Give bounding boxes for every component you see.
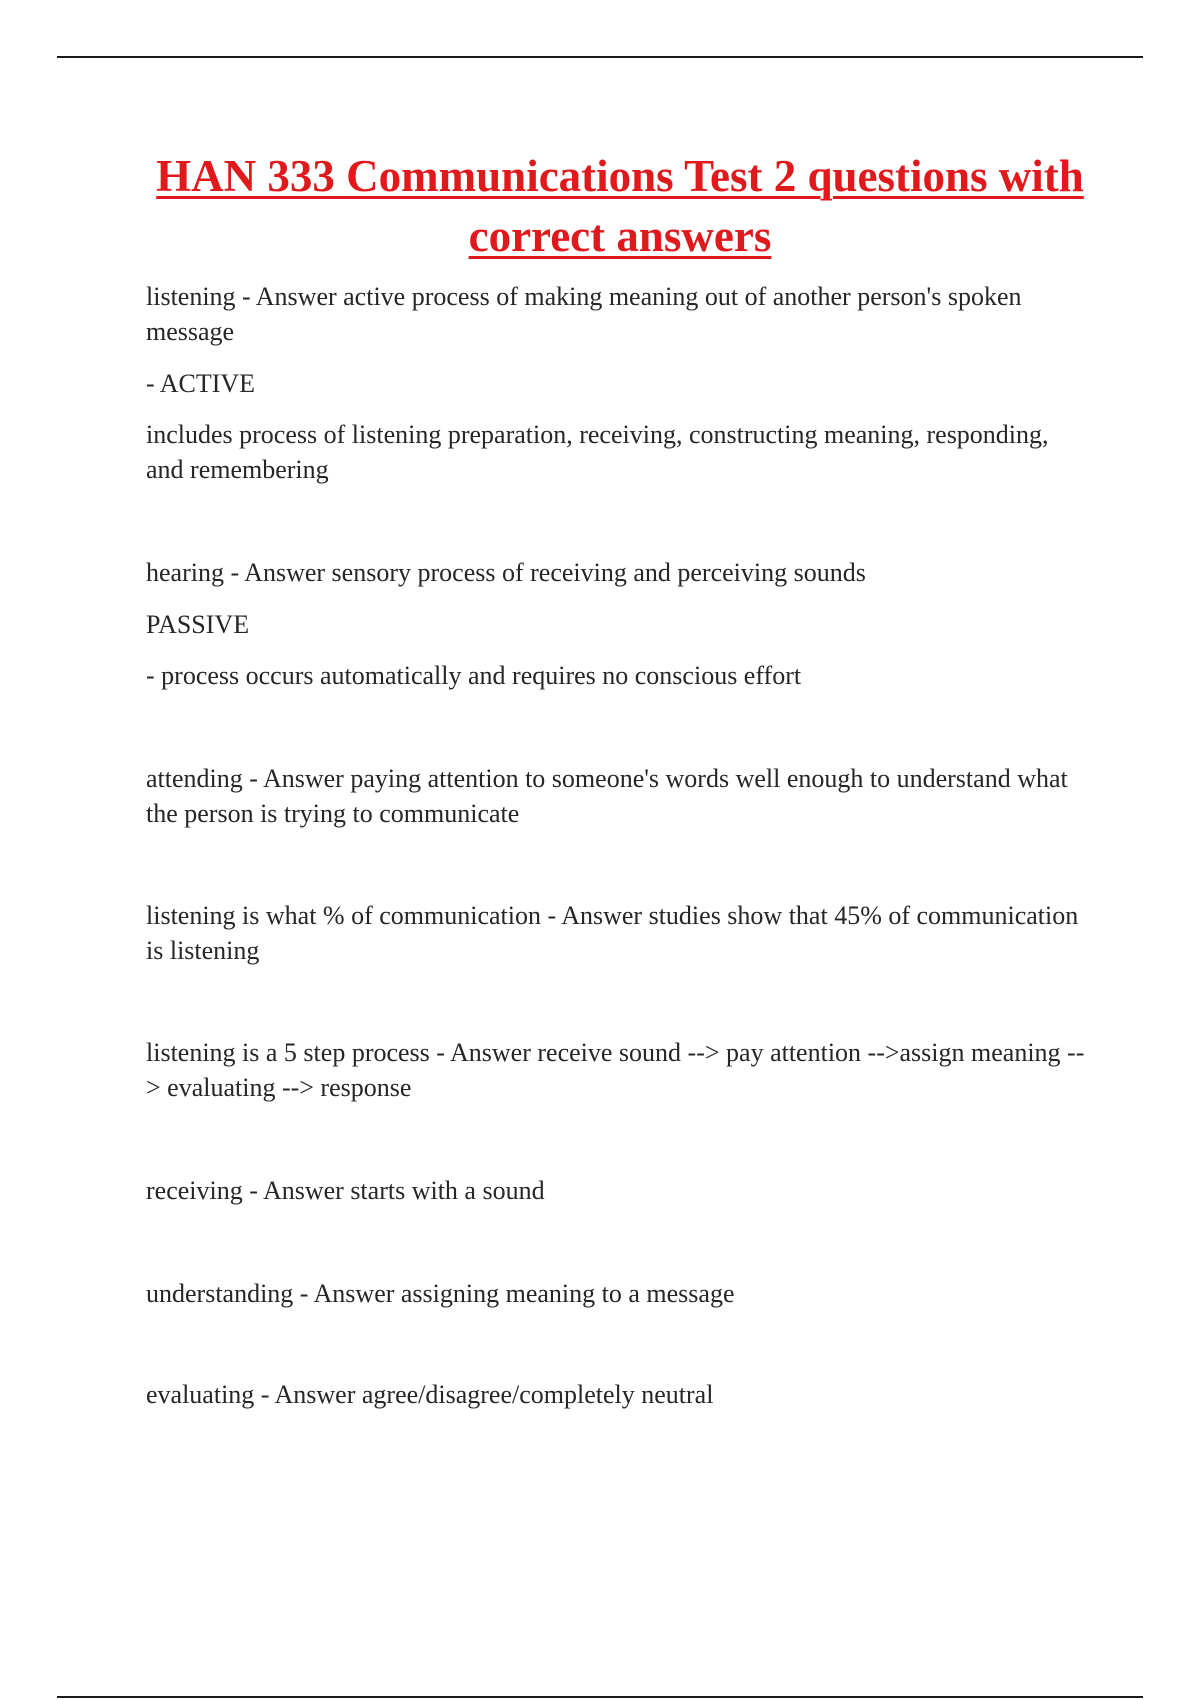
qa-entry-evaluating: evaluating - Answer agree/disagree/completely neutral <box>146 1380 714 1409</box>
qa-note-active: - ACTIVE <box>146 369 256 398</box>
page-title: HAN 333 Communications Test 2 questions with correct answers <box>156 151 1084 261</box>
qa-entry-five-step: listening is a 5 step process - Answer receive sound --> pay attention -->assign meaning --> evaluating --> response <box>146 1038 1085 1102</box>
qa-note-passive: PASSIVE <box>146 610 250 639</box>
header-rule <box>57 56 1143 58</box>
qa-note-automatic: - process occurs automatically and requires no conscious effort <box>146 661 802 690</box>
qa-entry-understanding: understanding - Answer assigning meaning to a message <box>146 1279 735 1308</box>
qa-entry-hearing: hearing - Answer sensory process of receiving and perceiving sounds <box>146 558 866 587</box>
qa-entry-listening-percent: listening is what % of communication - Answer studies show that 45% of communication is listening <box>146 901 1079 965</box>
footer-rule <box>57 1696 1143 1698</box>
qa-note-listening-process: includes process of listening preparation, receiving, constructing meaning, responding, and remembering <box>146 420 1049 484</box>
qa-entry-listening: listening - Answer active process of making meaning out of another person's spoken message <box>146 282 1022 346</box>
qa-entry-attending: attending - Answer paying attention to someone's words well enough to understand what the person is trying to communicate <box>146 764 1068 828</box>
qa-entry-receiving: receiving - Answer starts with a sound <box>146 1176 545 1205</box>
